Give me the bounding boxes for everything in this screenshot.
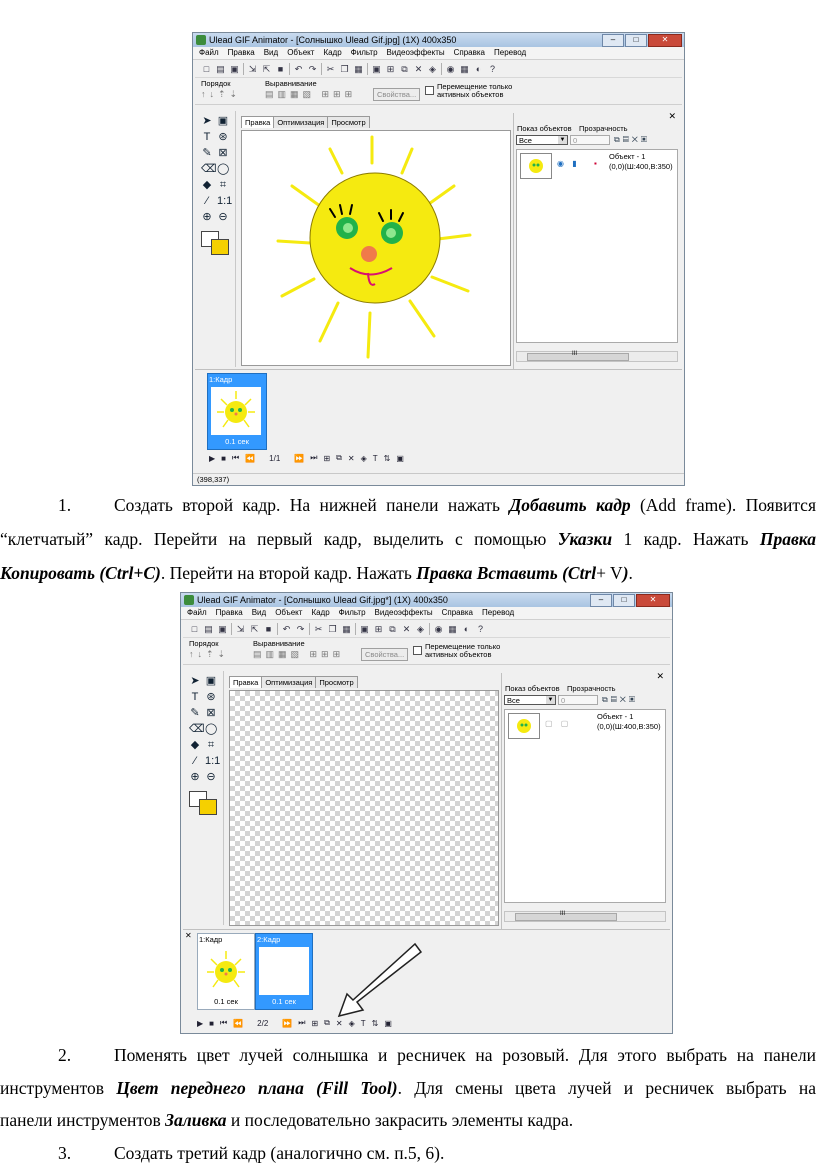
order-label: Порядок bbox=[201, 79, 231, 88]
frame-delay: 0.1 сек bbox=[225, 437, 249, 446]
frame-props-icon[interactable]: ▣ bbox=[384, 1018, 392, 1028]
move-active-label-2: активных объектов bbox=[437, 90, 504, 99]
add-frame-icon[interactable]: ⊞ bbox=[311, 1018, 319, 1028]
object-name: Объект - 1 bbox=[597, 712, 634, 721]
paragraph-2-line-3: панели инструментов Заливка и последовательно закрасить элементы кадра. bbox=[0, 1110, 574, 1130]
frame-image bbox=[259, 947, 309, 995]
magic-tool-icon[interactable]: ⊛ bbox=[218, 131, 228, 143]
help-pointer-icon[interactable]: ? bbox=[477, 623, 483, 634]
duplicate-frame-icon[interactable]: ⧉ bbox=[401, 63, 408, 74]
next-frame-icon[interactable]: ⏩ bbox=[282, 1018, 293, 1028]
prev-frame-icon[interactable]: ⏪ bbox=[233, 1018, 244, 1028]
lasso-tool-icon[interactable]: ◯ bbox=[205, 723, 218, 735]
frame-counter: 2/2 bbox=[257, 1018, 269, 1028]
frame-thumb-2[interactable] bbox=[255, 933, 313, 1010]
menu-video-effects[interactable]: Видеоэффекты bbox=[386, 48, 445, 57]
tween-icon[interactable]: ◈ bbox=[417, 623, 424, 634]
lasso-tool-icon[interactable]: ◯ bbox=[217, 163, 230, 175]
toolbar-separator bbox=[289, 63, 290, 75]
toolbar-separator bbox=[429, 623, 430, 635]
frame-thumb-1[interactable] bbox=[207, 373, 267, 450]
close-panel-icon[interactable]: ✕ bbox=[668, 111, 676, 121]
cut-icon[interactable]: ✂ bbox=[314, 623, 323, 634]
select-tool-icon[interactable]: ▣ bbox=[217, 115, 229, 127]
frame-label: 1:Кадр bbox=[199, 935, 223, 944]
foreground-color-swatch[interactable] bbox=[211, 239, 229, 255]
undo-icon[interactable]: ↶ bbox=[282, 623, 291, 634]
frame-props-icon[interactable]: ▣ bbox=[396, 453, 404, 463]
stop-icon[interactable]: ■ bbox=[221, 453, 226, 463]
attribute-toolbar bbox=[195, 78, 682, 105]
crop-tool-icon[interactable]: ⊠ bbox=[206, 707, 216, 719]
crop-tool-icon[interactable]: ⊠ bbox=[218, 147, 228, 159]
scroll-mark: III bbox=[572, 351, 578, 357]
eraser-tool-icon[interactable]: ⌫ bbox=[201, 163, 217, 175]
import-icon[interactable]: ⇲ bbox=[236, 623, 245, 634]
fill-color-term: Цвет переднего плана (Fill Tool) bbox=[116, 1078, 398, 1098]
app-icon bbox=[196, 35, 206, 45]
lock-icon[interactable]: ▪ bbox=[594, 159, 600, 168]
app-icon bbox=[184, 595, 194, 605]
screenshot-1 bbox=[192, 32, 685, 486]
tween-icon[interactable]: ◈ bbox=[429, 63, 436, 74]
menu-translate[interactable]: Перевод bbox=[494, 48, 527, 57]
right-eye-highlight bbox=[386, 228, 396, 238]
menu-help[interactable]: Справка bbox=[453, 48, 486, 57]
menu-translate[interactable]: Перевод bbox=[482, 608, 515, 617]
align-label: Выравнивание bbox=[253, 639, 305, 648]
move-active-checkbox[interactable] bbox=[413, 646, 422, 655]
transparent-canvas[interactable] bbox=[229, 690, 499, 926]
menu-edit[interactable]: Правка bbox=[227, 48, 255, 57]
menu-bar bbox=[193, 47, 684, 60]
duplicate-frame-icon[interactable]: ⧉ bbox=[336, 453, 342, 462]
line-text: Создать третий кадр (аналогично см. п.5, 6). bbox=[114, 1143, 445, 1163]
menu-help[interactable]: Справка bbox=[441, 608, 474, 617]
first-frame-icon[interactable]: ⏮ bbox=[220, 1018, 228, 1027]
delete-frame-icon[interactable]: ✕ bbox=[335, 1018, 343, 1028]
menu-edit[interactable]: Правка bbox=[215, 608, 243, 617]
pointer-tool-icon[interactable]: ➤ bbox=[202, 115, 212, 127]
redo-icon[interactable]: ↷ bbox=[296, 623, 305, 634]
undo-icon[interactable]: ↶ bbox=[294, 63, 303, 74]
zoom-out-icon[interactable]: ⊖ bbox=[218, 211, 228, 223]
tween-icon[interactable]: ◈ bbox=[348, 1018, 355, 1028]
transform-tool-icon[interactable]: ⌗ bbox=[219, 179, 227, 191]
frame-delay: 0.1 сек bbox=[214, 997, 238, 1006]
tools-panel bbox=[195, 111, 236, 367]
foreground-color-swatch[interactable] bbox=[199, 799, 217, 815]
menu-file[interactable]: Файл bbox=[199, 48, 219, 57]
screenshot-2 bbox=[180, 592, 673, 1034]
toolbar-separator bbox=[321, 63, 322, 75]
nose bbox=[361, 246, 377, 262]
object-thumbnail[interactable] bbox=[508, 713, 540, 739]
cursor-coords: (398,337) bbox=[197, 475, 230, 484]
object-filter-select[interactable]: Все ▼ bbox=[504, 695, 556, 705]
align-label: Выравнивание bbox=[265, 79, 317, 88]
grid-icon[interactable]: ▦ bbox=[448, 623, 457, 634]
browser-preview-icon[interactable]: ◉ bbox=[446, 63, 455, 74]
tween-icon[interactable]: ◈ bbox=[360, 453, 367, 463]
properties-button[interactable]: Свойства... bbox=[373, 88, 420, 101]
help-pointer-icon[interactable]: ? bbox=[489, 63, 495, 74]
add-frame-icon[interactable]: ⊞ bbox=[323, 453, 331, 463]
tab-optimize[interactable]: Оптимизация bbox=[273, 116, 328, 128]
browser-preview-icon[interactable]: ◉ bbox=[434, 623, 443, 634]
edit-term: Правка bbox=[759, 529, 816, 549]
delete-frame-icon[interactable]: ✕ bbox=[414, 63, 423, 74]
title-bar bbox=[181, 593, 672, 607]
item-number: 2. bbox=[58, 1045, 72, 1065]
cut-icon[interactable]: ✂ bbox=[326, 63, 335, 74]
title-bar bbox=[193, 33, 684, 47]
delete-frame-icon[interactable]: ✕ bbox=[402, 623, 411, 634]
transparency-label: Прозрачность bbox=[579, 124, 628, 133]
prev-frame-icon[interactable]: ⏪ bbox=[245, 453, 256, 463]
paragraph-2-line-2: инструментов Цвет переднего плана (Fill Tool). Для смены цвета лучей и ресничек выбрать на bbox=[0, 1078, 816, 1098]
object-actions-icon[interactable]: ⧉▤✕▣ bbox=[602, 695, 638, 704]
toolbar-separator bbox=[441, 63, 442, 75]
horizontal-scrollbar[interactable] bbox=[516, 351, 678, 362]
menu-view[interactable]: Вид bbox=[251, 608, 267, 617]
add-frame-icon[interactable]: ⊞ bbox=[386, 63, 395, 74]
sun-face bbox=[310, 173, 440, 303]
menu-file[interactable]: Файл bbox=[187, 608, 207, 617]
status-bar bbox=[193, 473, 684, 485]
duplicate-frame-icon[interactable]: ⧉ bbox=[324, 1018, 330, 1027]
close-frame-panel-icon[interactable]: ✕ bbox=[185, 931, 192, 940]
zoom-in-icon[interactable]: ⊕ bbox=[190, 771, 200, 783]
scroll-thumb[interactable] bbox=[515, 913, 617, 921]
text-tool-icon[interactable]: T bbox=[203, 131, 211, 143]
window-title: Ulead GIF Animator - [Солнышко Ulead Gif.jpg*] (1X) 400x350 bbox=[197, 595, 448, 605]
menu-view[interactable]: Вид bbox=[263, 48, 279, 57]
playback-bar bbox=[209, 453, 404, 463]
move-active-label-1: Перемещение только bbox=[437, 82, 513, 91]
tab-edit[interactable]: Правка bbox=[241, 116, 274, 128]
maximize-button[interactable]: □ bbox=[613, 594, 635, 607]
minimize-button[interactable]: – bbox=[602, 34, 624, 47]
object-coords: (0,0)(Ш:400,В:350) bbox=[597, 722, 661, 731]
object-show-label: Показ объектов bbox=[517, 124, 572, 133]
object-list bbox=[504, 709, 666, 903]
menu-frame[interactable]: Кадр bbox=[323, 48, 342, 57]
open-file-icon[interactable]: ▤ bbox=[204, 623, 213, 634]
maximize-button[interactable]: □ bbox=[625, 34, 647, 47]
frame-image bbox=[211, 387, 261, 435]
transparency-input[interactable]: 0 bbox=[570, 135, 610, 145]
export-icon[interactable]: ⇱ bbox=[250, 623, 259, 634]
move-active-label-2: активных объектов bbox=[425, 650, 492, 659]
move-active-checkbox[interactable] bbox=[425, 86, 434, 95]
brush-tool-icon[interactable]: ✎ bbox=[202, 147, 212, 159]
frame-delay: 0.1 сек bbox=[272, 997, 296, 1006]
eyedropper-tool-icon[interactable]: ⁄ bbox=[206, 195, 208, 207]
zoom-in-icon[interactable]: ⊕ bbox=[202, 211, 212, 223]
eraser-tool-icon[interactable]: ⌫ bbox=[189, 723, 205, 735]
menu-filter[interactable]: Фильтр bbox=[350, 48, 378, 57]
attribute-toolbar bbox=[183, 638, 670, 665]
add-frame-icon[interactable]: ⊞ bbox=[374, 623, 383, 634]
pointer-tool-icon[interactable]: ➤ bbox=[190, 675, 200, 687]
paste-icon[interactable]: ▦ bbox=[342, 623, 351, 634]
tab-preview[interactable]: Просмотр bbox=[315, 676, 357, 688]
menu-bar bbox=[181, 607, 672, 620]
import-icon[interactable]: ⇲ bbox=[248, 63, 257, 74]
color-swatches[interactable] bbox=[189, 791, 219, 815]
text-banner-icon[interactable]: T bbox=[360, 1018, 366, 1028]
optimize-icon[interactable]: ◐ bbox=[463, 623, 470, 634]
order-arrows-icon[interactable]: ↑↓⇡⇣ bbox=[189, 649, 230, 659]
object-name: Объект - 1 bbox=[609, 152, 646, 161]
sun-drawing bbox=[242, 131, 510, 365]
object-thumbnail[interactable] bbox=[520, 153, 552, 179]
toolbar-separator bbox=[367, 63, 368, 75]
text-tool-icon[interactable]: T bbox=[191, 691, 199, 703]
frame-label: 1:Кадр bbox=[209, 375, 233, 384]
last-frame-icon[interactable]: ⏭ bbox=[298, 1018, 306, 1027]
new-file-icon[interactable]: □ bbox=[191, 623, 198, 634]
object-list bbox=[516, 149, 678, 343]
save-icon[interactable]: ▣ bbox=[230, 63, 239, 74]
reverse-icon[interactable]: ⇅ bbox=[371, 1018, 379, 1028]
order-label: Порядок bbox=[189, 639, 219, 648]
menu-object[interactable]: Объект bbox=[275, 608, 303, 617]
stop-icon[interactable]: ■ bbox=[209, 1018, 214, 1028]
pointer-arrow-icon bbox=[333, 940, 423, 1020]
left-eye-highlight bbox=[343, 223, 353, 233]
tab-edit[interactable]: Правка bbox=[229, 676, 262, 688]
save-icon[interactable]: ▣ bbox=[218, 623, 227, 634]
color-icon[interactable]: ■ bbox=[265, 623, 272, 634]
toolbar-separator bbox=[231, 623, 232, 635]
align-buttons-icon[interactable]: ▤▥▦▧ ⊞⊞⊞ bbox=[253, 649, 345, 659]
magic-tool-icon[interactable]: ⊛ bbox=[206, 691, 216, 703]
toolbar-separator bbox=[309, 623, 310, 635]
order-arrows-icon[interactable]: ↑↓⇡⇣ bbox=[201, 89, 242, 99]
frame-label: 2:Кадр bbox=[257, 935, 281, 944]
menu-filter[interactable]: Фильтр bbox=[338, 608, 366, 617]
color-icon[interactable]: ■ bbox=[277, 63, 284, 74]
play-icon[interactable]: ▶ bbox=[197, 1018, 204, 1028]
copy-term: Копировать (Ctrl+C) bbox=[0, 563, 161, 583]
move-active-label-1: Перемещение только bbox=[425, 642, 501, 651]
copy-icon[interactable]: ❐ bbox=[340, 63, 349, 74]
fill-term: Заливка bbox=[165, 1110, 227, 1130]
brush-tool-icon[interactable]: ✎ bbox=[190, 707, 200, 719]
frame-panel bbox=[183, 929, 670, 1034]
tools-panel bbox=[183, 671, 224, 925]
object-show-label: Показ объектов bbox=[505, 684, 560, 693]
toolbar-separator bbox=[243, 63, 244, 75]
main-toolbar bbox=[195, 61, 682, 78]
paste-term: Правка Вставить (Ctrl bbox=[416, 563, 597, 583]
transparency-label: Прозрачность bbox=[567, 684, 616, 693]
transform-tool-icon[interactable]: ⌗ bbox=[207, 739, 215, 751]
text-banner-icon[interactable]: T bbox=[372, 453, 378, 463]
menu-frame[interactable]: Кадр bbox=[311, 608, 330, 617]
duplicate-frame-icon[interactable]: ⧉ bbox=[389, 623, 396, 634]
object-manager-panel bbox=[513, 113, 680, 369]
object-actions-icon[interactable]: ⧉▤✕▣ bbox=[614, 135, 650, 144]
actual-size-icon[interactable]: 1:1 bbox=[205, 755, 221, 767]
line-text: Поменять цвет лучей солнышка и ресничек на розовый. Для этого выбрать на панели bbox=[114, 1045, 816, 1065]
paragraph-3 bbox=[0, 1138, 816, 1168]
toolbar-separator bbox=[355, 623, 356, 635]
last-frame-icon[interactable]: ⏭ bbox=[310, 453, 318, 462]
copy-icon[interactable]: ❐ bbox=[328, 623, 337, 634]
eyedropper-tool-icon[interactable]: ⁄ bbox=[194, 755, 196, 767]
frame-counter: 1/1 bbox=[269, 453, 281, 463]
paragraph-1-line-3: Копировать (Ctrl+C). Перейти на второй кадр. Нажать Правка Вставить (Ctrl+ V). bbox=[0, 563, 633, 583]
export-icon[interactable]: ⇱ bbox=[262, 63, 271, 74]
tab-optimize[interactable]: Оптимизация bbox=[261, 676, 316, 688]
transparency-input[interactable]: 0 bbox=[558, 695, 598, 705]
align-buttons-icon[interactable]: ▤▥▦▧ ⊞⊞⊞ bbox=[265, 89, 357, 99]
window-title: Ulead GIF Animator - [Солнышко Ulead Gif.jpg] (1X) 400x350 bbox=[209, 35, 457, 45]
frame-props-icon[interactable]: ▣ bbox=[372, 63, 381, 74]
object-manager-panel bbox=[501, 673, 668, 929]
item-number: 1. bbox=[58, 495, 72, 515]
object-filter-select[interactable]: Все ▼ bbox=[516, 135, 568, 145]
first-frame-icon[interactable]: ⏮ bbox=[232, 453, 240, 462]
tab-preview[interactable]: Просмотр bbox=[327, 116, 369, 128]
play-icon[interactable]: ▶ bbox=[209, 453, 216, 463]
scroll-thumb[interactable] bbox=[527, 353, 629, 361]
delete-frame-icon[interactable]: ✕ bbox=[347, 453, 355, 463]
grid-icon[interactable]: ▦ bbox=[460, 63, 469, 74]
visibility-icon[interactable]: ▢ ▢ bbox=[545, 719, 572, 728]
fill-tool-icon[interactable]: ◆ bbox=[190, 739, 200, 751]
fill-tool-icon[interactable]: ◆ bbox=[202, 179, 212, 191]
properties-button[interactable]: Свойства... bbox=[361, 648, 408, 661]
horizontal-scrollbar[interactable] bbox=[504, 911, 666, 922]
main-toolbar bbox=[183, 621, 670, 638]
menu-video-effects[interactable]: Видеоэффекты bbox=[374, 608, 433, 617]
color-swatches[interactable] bbox=[201, 231, 231, 255]
scroll-mark: III bbox=[560, 911, 566, 917]
select-tool-icon[interactable]: ▣ bbox=[205, 675, 217, 687]
zoom-out-icon[interactable]: ⊖ bbox=[206, 771, 216, 783]
optimize-icon[interactable]: ◐ bbox=[475, 63, 482, 74]
line-text: Создать второй кадр. На нижней панели нажать Добавить кадр (Add frame). Появится bbox=[114, 495, 816, 515]
add-frame-term: Добавить кадр bbox=[509, 495, 631, 515]
close-button[interactable]: ✕ bbox=[648, 34, 682, 47]
new-file-icon[interactable]: □ bbox=[203, 63, 210, 74]
next-frame-icon[interactable]: ⏩ bbox=[294, 453, 305, 463]
close-panel-icon[interactable]: ✕ bbox=[656, 671, 664, 681]
paste-icon[interactable]: ▦ bbox=[354, 63, 363, 74]
frame-props-icon[interactable]: ▣ bbox=[360, 623, 369, 634]
open-file-icon[interactable]: ▤ bbox=[216, 63, 225, 74]
menu-object[interactable]: Объект bbox=[287, 48, 315, 57]
close-button[interactable]: ✕ bbox=[636, 594, 670, 607]
paragraph-1-line-2: “клетчатый” кадр. Перейти на первый кадр, выделить с помощью Указки 1 кадр. Нажать Правка bbox=[0, 529, 816, 549]
toolbar-separator bbox=[277, 623, 278, 635]
frame-thumb-1[interactable] bbox=[197, 933, 255, 1010]
canvas[interactable] bbox=[241, 130, 511, 366]
pointer-term: Указки bbox=[557, 529, 613, 549]
redo-icon[interactable]: ↷ bbox=[308, 63, 317, 74]
frame-panel bbox=[195, 369, 682, 474]
minimize-button[interactable]: – bbox=[590, 594, 612, 607]
frame-image bbox=[201, 947, 251, 995]
actual-size-icon[interactable]: 1:1 bbox=[217, 195, 233, 207]
item-number: 3. bbox=[58, 1143, 72, 1163]
reverse-icon[interactable]: ⇅ bbox=[383, 453, 391, 463]
edit-panel bbox=[225, 673, 501, 927]
object-coords: (0,0)(Ш:400,В:350) bbox=[609, 162, 673, 171]
edit-panel bbox=[237, 113, 513, 367]
visibility-icon[interactable]: ◉ ▮ bbox=[557, 159, 580, 168]
